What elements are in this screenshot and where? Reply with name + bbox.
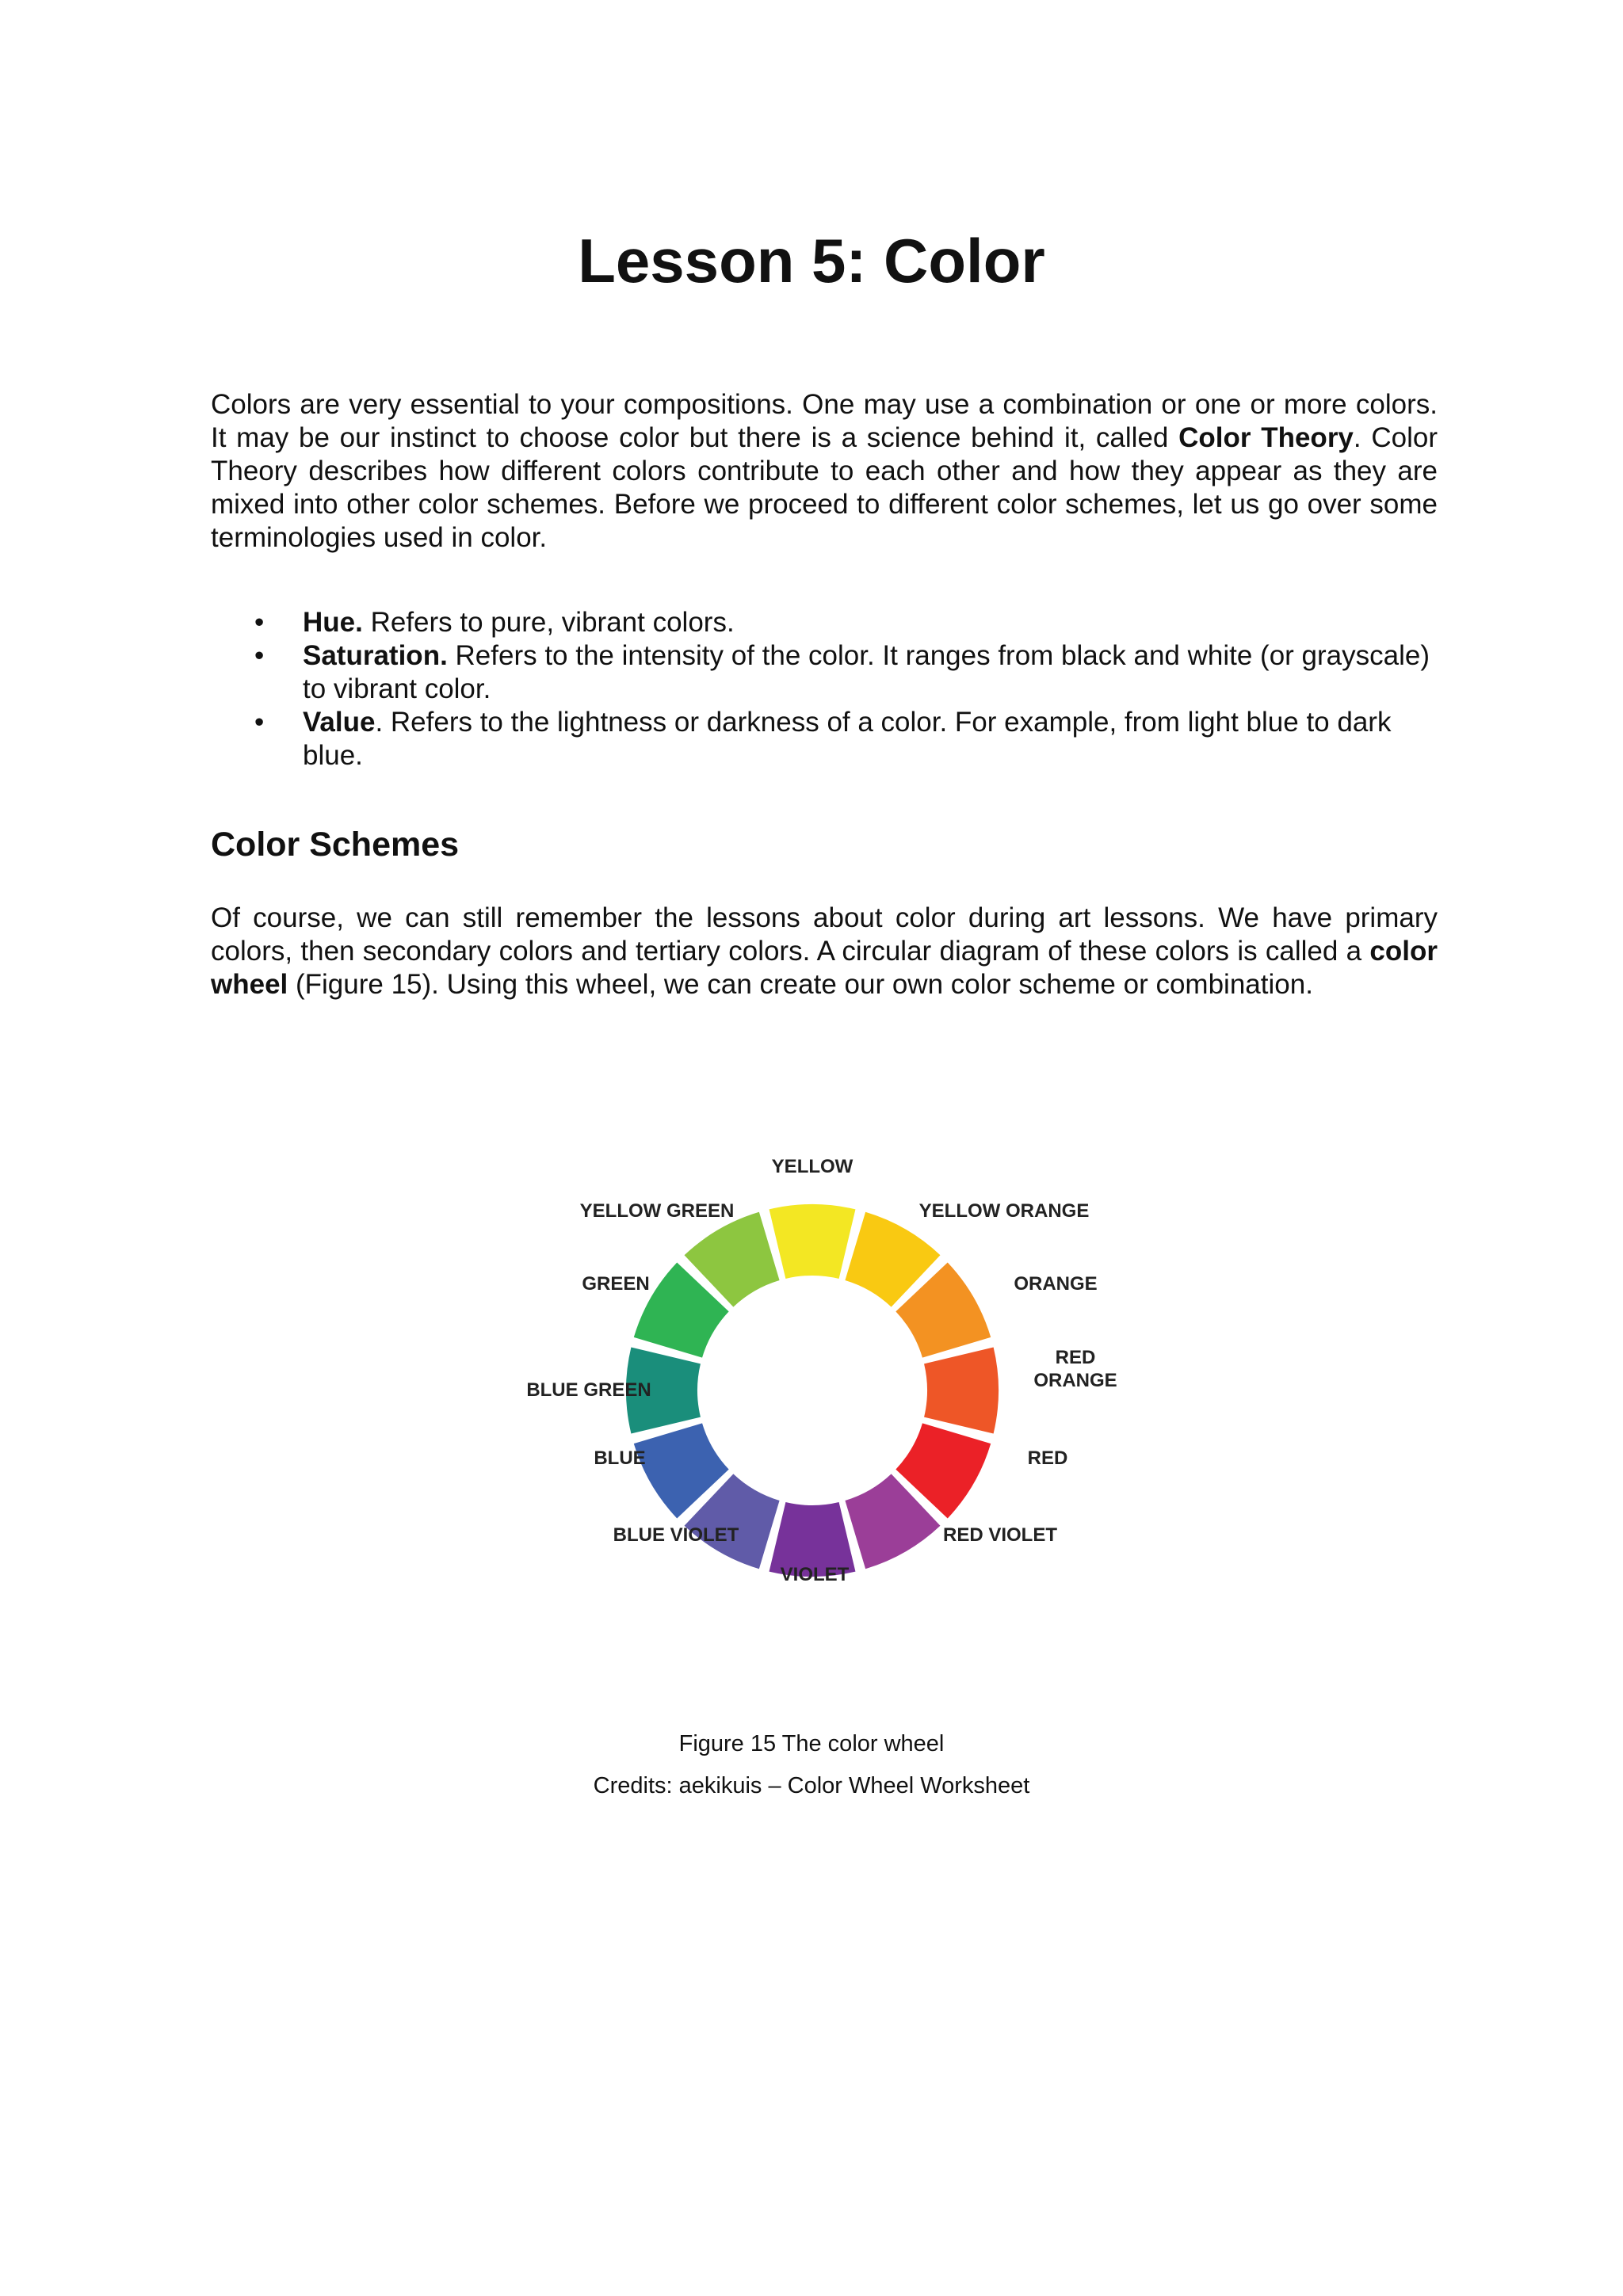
wheel-label: GREEN — [582, 1273, 650, 1295]
wheel-label: YELLOW ORANGE — [918, 1200, 1090, 1222]
term-label: Saturation. — [303, 640, 448, 671]
term-text: Refers to the intensity of the color. It ranges from black and white (or grayscale) to vibrant color. — [303, 640, 1430, 704]
wheel-label: YELLOW — [771, 1156, 854, 1177]
intro-paragraph — [211, 388, 1438, 555]
schemes-text-2: (Figure 15). Using this wheel, we can create our own color scheme or combination. — [288, 969, 1313, 1000]
wheel-segments — [626, 1204, 999, 1577]
intro-text-1: Colors are very essential to your compositions. One may use a combination or one or more colors. It may be our instinct to choose color but there is a science behind it, called — [211, 389, 1438, 453]
wheel-label: BLUE — [594, 1447, 646, 1469]
figure-credits: Credits: aekikuis – Color Wheel Worksheet — [593, 1773, 1030, 1798]
wheel-segment — [769, 1204, 856, 1279]
bullet-icon: • — [254, 707, 265, 738]
wheel-label: RED VIOLET — [942, 1524, 1058, 1546]
wheel-label: YELLOW GREEN — [579, 1200, 735, 1222]
term-label: Hue. — [303, 607, 363, 638]
bullet-icon: • — [254, 640, 265, 671]
schemes-paragraph — [211, 902, 1438, 1001]
figure-caption: Figure 15 The color wheel — [678, 1731, 945, 1756]
term-text: . Refers to the lightness or darkness of a color. For example, from light blue to dark blue. — [303, 707, 1392, 771]
schemes-bold-term: color wheel — [211, 936, 1438, 1000]
list-item — [211, 639, 1438, 706]
page-title: Lesson 5: Color — [578, 226, 1045, 296]
wheel-label: BLUE GREEN — [526, 1379, 651, 1401]
color-wheel-figure — [491, 1149, 1125, 1640]
wheel-segment — [924, 1348, 999, 1434]
term-label: Value — [303, 707, 376, 738]
list-item — [211, 606, 1438, 639]
schemes-text-1: Of course, we can still remember the lessons about color during art lessons. We have primary colors, then secondary colors and tertiary colors. A circular diagram of these colors is called a — [211, 902, 1438, 967]
term-text: Refers to pure, vibrant colors. — [362, 607, 735, 638]
bullet-icon: • — [254, 607, 265, 638]
terms-list — [211, 606, 1438, 772]
wheel-label: RED ORANGE — [1033, 1347, 1117, 1391]
wheel-label: VIOLET — [780, 1564, 850, 1585]
wheel-label: ORANGE — [1014, 1273, 1098, 1295]
wheel-label: RED — [1027, 1447, 1068, 1469]
intro-bold-term: Color Theory — [1178, 422, 1354, 453]
list-item — [211, 706, 1438, 772]
section-heading: Color Schemes — [211, 826, 460, 864]
intro-text-2: . Color Theory describes how different colors contribute to each other and how they appear as they are mixed into other color schemes. Before we proceed to different color schemes, let us go over some terminologies used in color. — [211, 422, 1438, 553]
wheel-label: BLUE VIOLET — [613, 1524, 739, 1546]
